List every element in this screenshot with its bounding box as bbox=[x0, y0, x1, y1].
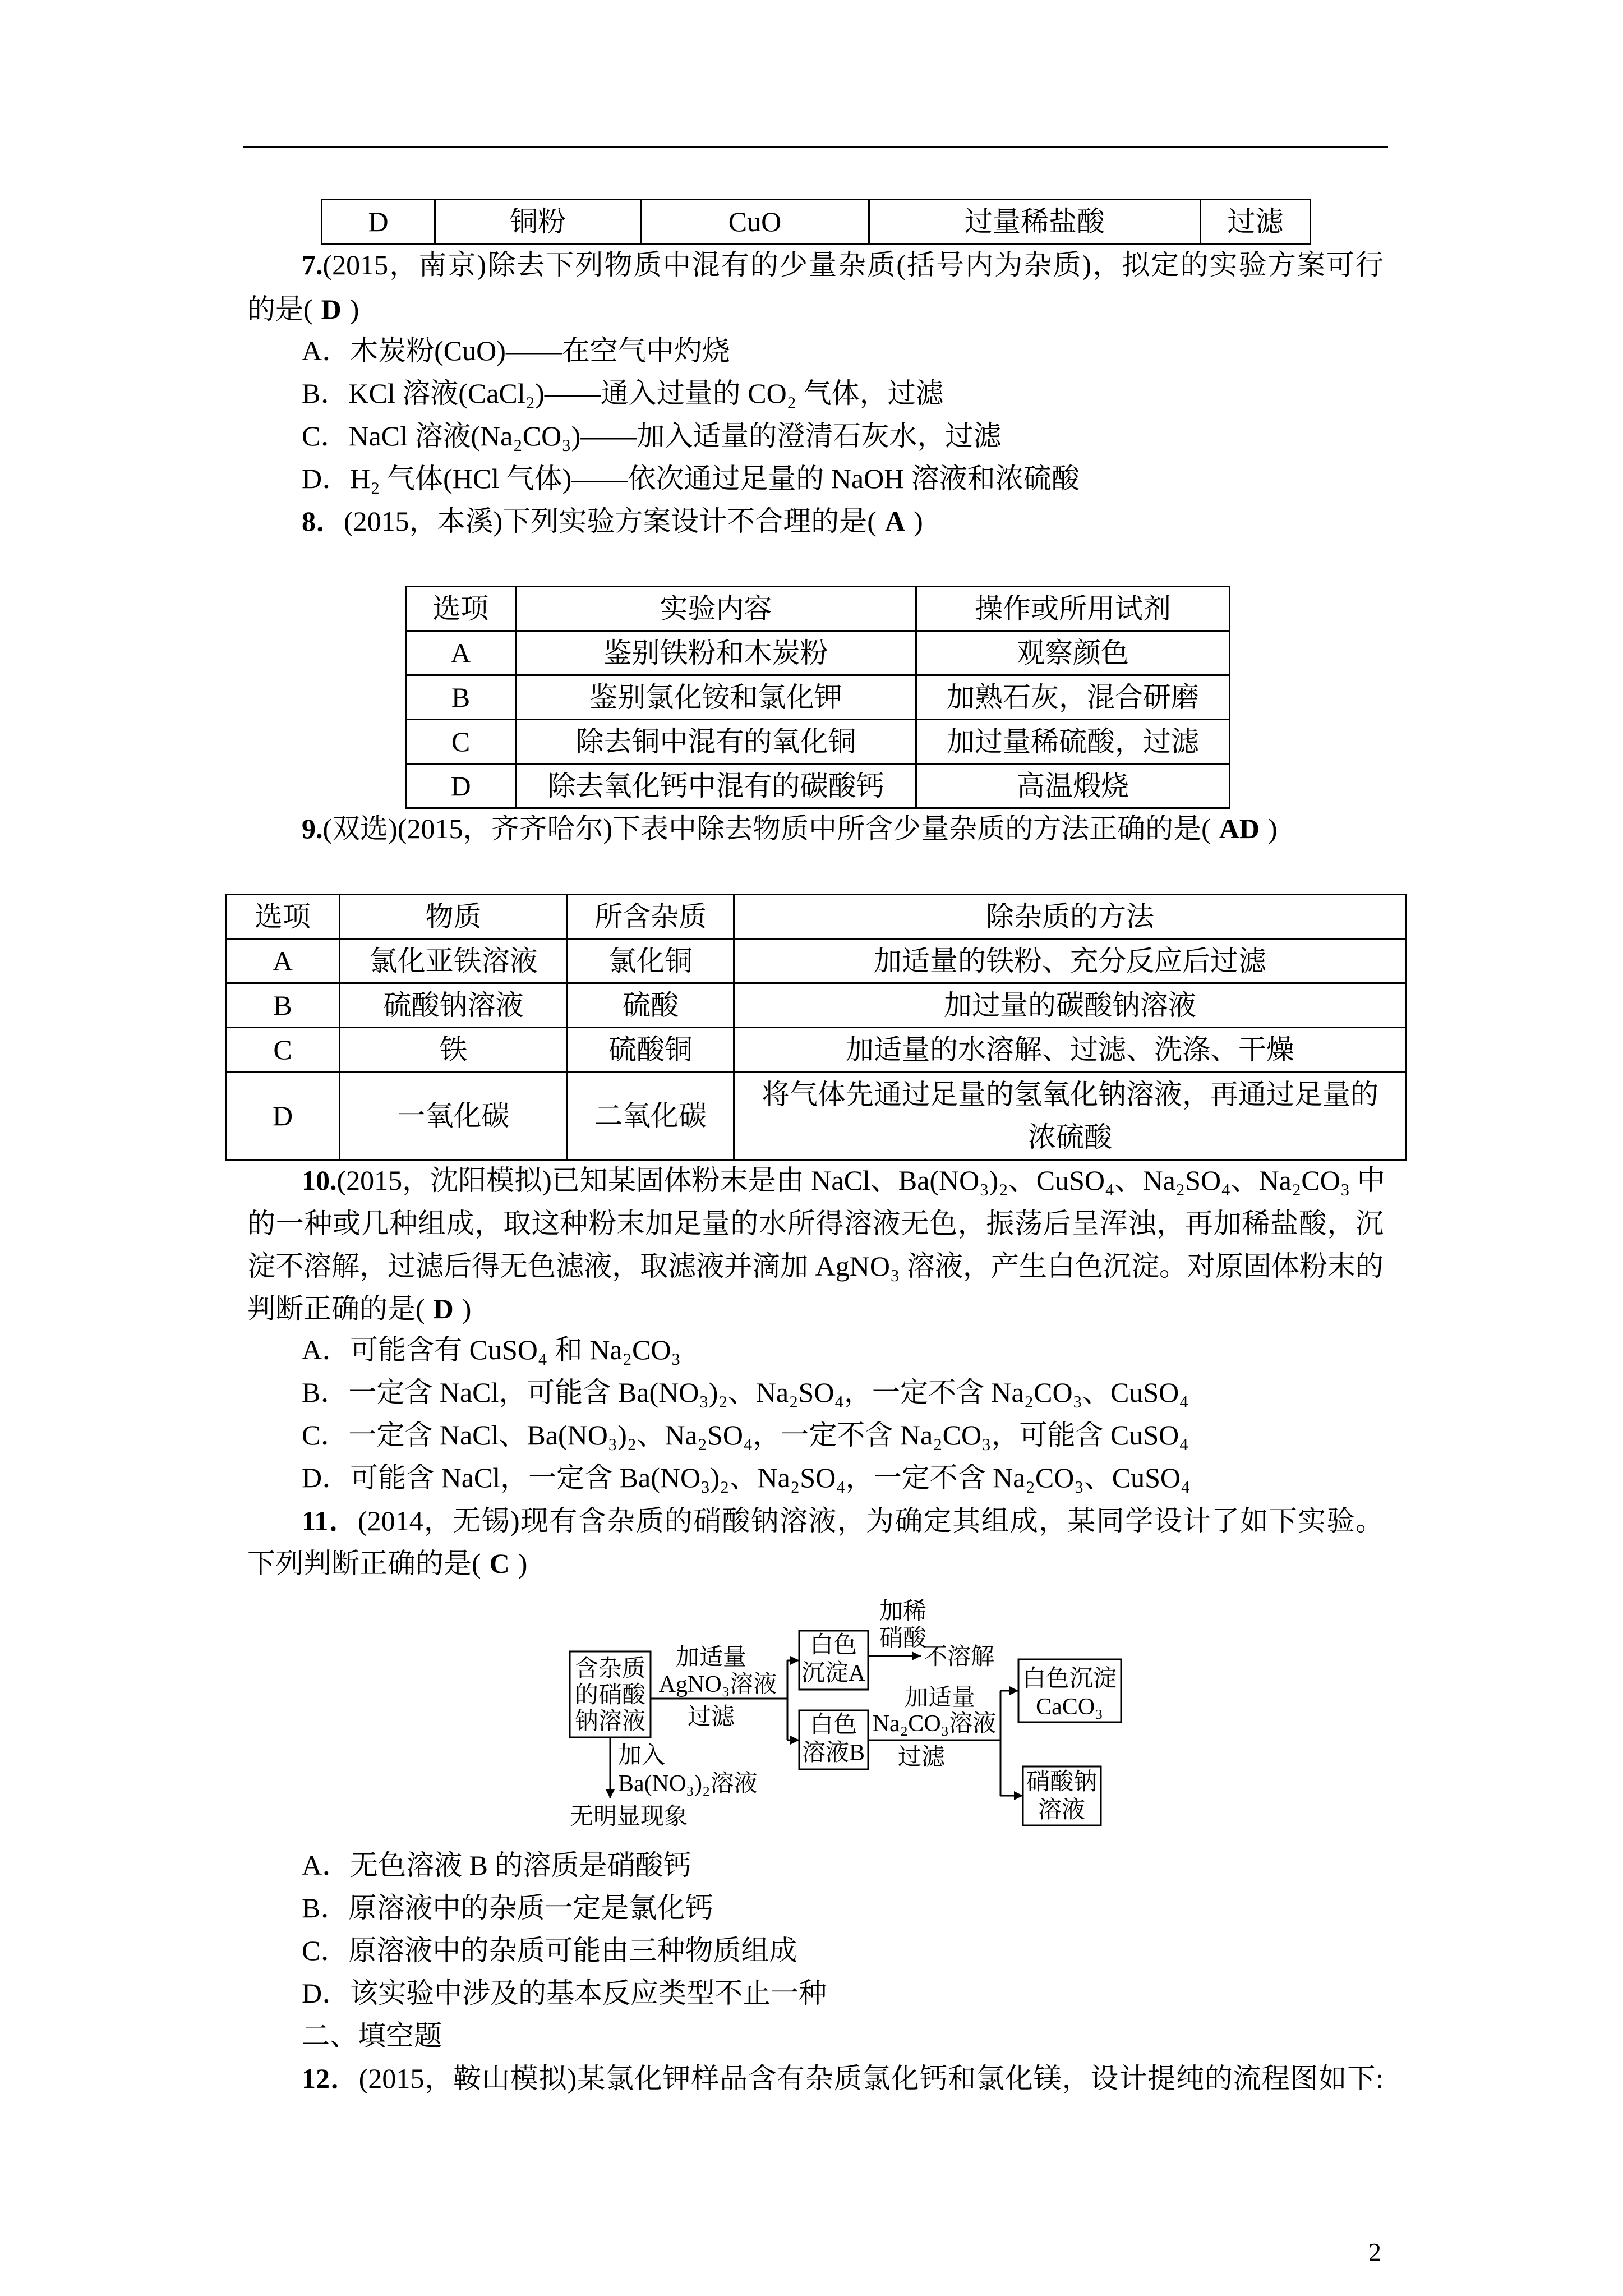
q7-stem-line-2 bbox=[247, 288, 359, 330]
option-label: C． bbox=[302, 1419, 349, 1451]
table-cell: 二氧化碳 bbox=[568, 1072, 734, 1160]
precipitate-c-line-1: 白色沉淀 bbox=[1022, 1666, 1117, 1692]
solution-b-line-2: 溶液B bbox=[801, 1740, 865, 1766]
precipitate-c-line-2: CaCO₃ bbox=[1036, 1694, 1103, 1720]
final-solution-line-2: 溶液 bbox=[1038, 1797, 1086, 1823]
q11-option-a bbox=[302, 1844, 691, 1887]
table-row bbox=[226, 939, 1407, 983]
start-box-line-1: 含杂质 bbox=[574, 1656, 646, 1682]
table-cell: D bbox=[406, 764, 516, 808]
table-header-cell: 除杂质的方法 bbox=[734, 895, 1407, 939]
option-label: B． bbox=[302, 378, 349, 409]
solution-b-line-1: 白色 bbox=[809, 1712, 857, 1738]
table-header-cell: 选项 bbox=[226, 895, 340, 939]
q10-option-a bbox=[302, 1328, 681, 1371]
table-cell: 除去氧化钙中混有的碳酸钙 bbox=[516, 764, 916, 808]
option-text: 一定含 NaCl、Ba(NO₃)₂、Na₂SO₄，一定不含 Na₂CO₃，可能含 CuSO₄ bbox=[348, 1419, 1189, 1451]
q8-table bbox=[405, 586, 1230, 809]
q10-option-c bbox=[302, 1414, 1189, 1456]
table-cell: 硫酸 bbox=[568, 983, 734, 1028]
q7-option-d bbox=[302, 457, 1080, 500]
table-cell: 铁 bbox=[340, 1028, 568, 1072]
q7-stem-text: 的是( bbox=[247, 293, 313, 325]
option-text: 无色溶液 B 的溶质是硝酸钙 bbox=[350, 1849, 691, 1881]
q9-table bbox=[225, 894, 1407, 1161]
precipitate-a-line-1: 白色 bbox=[809, 1632, 857, 1658]
option-label: A． bbox=[302, 335, 351, 366]
option-label: D． bbox=[302, 1462, 351, 1493]
table-cell: 铜粉 bbox=[435, 200, 641, 244]
table-cell: A bbox=[406, 631, 516, 675]
start-box-line-3: 钠溶液 bbox=[574, 1709, 646, 1734]
table-cell: 一氧化碳 bbox=[340, 1072, 568, 1160]
acid-result: 不溶解 bbox=[924, 1644, 995, 1670]
q8-stem-close: ) bbox=[914, 505, 923, 537]
q7-option-c bbox=[302, 415, 1001, 457]
q8-answer: A bbox=[884, 505, 906, 537]
option-text: H₂ 气体(HCl 气体)——依次通过足量的 NaOH 溶液和浓硫酸 bbox=[350, 463, 1080, 494]
table-cell: 加过量稀硫酸，过滤 bbox=[916, 720, 1230, 764]
side-result: 无明显现象 bbox=[570, 1804, 688, 1830]
table-cell: 观察颜色 bbox=[916, 631, 1230, 675]
q9-answer: AD bbox=[1219, 813, 1260, 844]
table-header-cell: 物质 bbox=[340, 895, 568, 939]
q9-number: 9. bbox=[302, 813, 323, 844]
q8-stem bbox=[302, 500, 923, 542]
table-row bbox=[406, 631, 1230, 675]
option-label: D． bbox=[302, 463, 351, 494]
acid-reagent-line-1: 加稀 bbox=[879, 1599, 927, 1625]
q10-stem-line-3 bbox=[247, 1245, 1384, 1287]
q7-number: 7. bbox=[302, 249, 323, 280]
option-label: D． bbox=[302, 1977, 351, 2009]
option-label: B． bbox=[302, 1892, 349, 1924]
table-header-cell: 操作或所用试剂 bbox=[916, 587, 1230, 631]
table-cell: D bbox=[322, 200, 435, 244]
table-cell: 鉴别氯化铵和氯化钾 bbox=[516, 675, 916, 720]
side-reagent-line-2: Ba(NO₃)₂溶液 bbox=[618, 1771, 758, 1797]
option-text: 可能含 NaCl，一定含 Ba(NO₃)₂、Na₂SO₄，一定不含 Na₂CO₃、CuSO₄ bbox=[350, 1462, 1191, 1493]
table-cell: B bbox=[226, 983, 340, 1028]
table-cell: 氯化铜 bbox=[568, 939, 734, 983]
q7-option-b bbox=[302, 372, 944, 415]
step2-operation: 过滤 bbox=[897, 1745, 946, 1770]
table-cell: C bbox=[406, 720, 516, 764]
q10-stem-text: (2015，沈阳模拟)已知某固体粉末是由 NaCl、Ba(NO₃)₂、CuSO₄、Na₂SO₄、Na₂CO₃ 中 bbox=[336, 1165, 1385, 1196]
acid-reagent-line-2: 硝酸 bbox=[879, 1626, 927, 1651]
option-label: A． bbox=[302, 1334, 351, 1365]
q11-stem-line-1 bbox=[302, 1499, 1384, 1542]
table-row bbox=[226, 983, 1407, 1028]
table-header-cell: 实验内容 bbox=[516, 587, 916, 631]
step2-reagent-line-2: Na₂CO₃溶液 bbox=[872, 1711, 997, 1737]
q11-stem-text: (2014，无锡)现有含杂质的硝酸钠溶液，为确定其组成，某同学设计了如下实验。 bbox=[357, 1505, 1384, 1536]
q8-number: 8． bbox=[302, 505, 344, 537]
table-cell: CuO bbox=[641, 200, 869, 244]
q10-stem-line-2 bbox=[247, 1202, 1384, 1245]
table-cell: 加熟石灰，混合研磨 bbox=[916, 675, 1230, 720]
q11-option-d bbox=[302, 1972, 827, 2014]
final-solution-line-1: 硝酸钠 bbox=[1026, 1769, 1098, 1795]
q10-stem-line-4 bbox=[247, 1287, 471, 1330]
q10-option-b bbox=[302, 1371, 1189, 1414]
table-cell: 硫酸铜 bbox=[568, 1028, 734, 1072]
table-cell: 加适量的水溶解、过滤、洗涤、干燥 bbox=[734, 1028, 1407, 1072]
q8-stem-text: (2015，本溪)下列实验方案设计不合理的是( bbox=[344, 505, 877, 537]
method-line-2: 浓硫酸 bbox=[1028, 1121, 1112, 1153]
q7-stem-text: (2015，南京)除去下列物质中混有的少量杂质(括号内为杂质)，拟定的实验方案可行 bbox=[322, 249, 1384, 280]
option-text: 木炭粉(CuO)——在空气中灼烧 bbox=[350, 335, 730, 366]
option-text: 该实验中涉及的基本反应类型不止一种 bbox=[350, 1977, 827, 2009]
q10-number: 10. bbox=[302, 1165, 337, 1196]
option-text: 可能含有 CuSO₄ 和 Na₂CO₃ bbox=[350, 1334, 681, 1365]
q10-stem-text: 淀不溶解，过滤后得无色滤液，取滤液并滴加 AgNO₃ 溶液，产生白色沉淀。对原固体粉末的 bbox=[247, 1250, 1384, 1282]
q10-stem-text: 的一种或几种组成，取这种粉末加足量的水所得溶液无色，振荡后呈浑浊，再加稀盐酸，沉 bbox=[247, 1208, 1384, 1239]
table-row bbox=[226, 1028, 1407, 1072]
start-box-line-2: 的硝酸 bbox=[574, 1682, 646, 1708]
q11-stem-close: ) bbox=[518, 1548, 528, 1579]
q10-stem-text: 判断正确的是( bbox=[247, 1293, 425, 1324]
table-header-cell: 所含杂质 bbox=[568, 895, 734, 939]
table-cell: 过量稀盐酸 bbox=[869, 200, 1201, 244]
table-cell: C bbox=[226, 1028, 340, 1072]
table-header-row bbox=[406, 587, 1230, 631]
table-row bbox=[226, 1072, 1407, 1160]
table-cell: B bbox=[406, 675, 516, 720]
q9-stem-close: ) bbox=[1267, 813, 1278, 844]
table-cell: D bbox=[226, 1072, 340, 1160]
option-text: 原溶液中的杂质一定是氯化钙 bbox=[348, 1892, 713, 1924]
option-text: NaCl 溶液(Na₂CO₃)——加入适量的澄清石灰水，过滤 bbox=[348, 420, 1002, 452]
table-cell: 过滤 bbox=[1201, 200, 1311, 244]
q11-flow-diagram bbox=[555, 1582, 1150, 1840]
q7-option-a bbox=[302, 329, 730, 372]
q10-option-d bbox=[302, 1456, 1190, 1499]
table-cell: A bbox=[226, 939, 340, 983]
table-row bbox=[322, 200, 1311, 244]
step1-operation: 过滤 bbox=[687, 1704, 735, 1730]
q10-answer: D bbox=[433, 1293, 454, 1324]
table-cell: 氯化亚铁溶液 bbox=[340, 939, 568, 983]
step1-reagent-line-2: AgNO₃溶液 bbox=[658, 1672, 777, 1697]
table-row bbox=[406, 675, 1230, 720]
page-number: 2 bbox=[1368, 2238, 1381, 2266]
table-header-row bbox=[226, 895, 1407, 939]
q12-stem-text: (2015，鞍山模拟)某氯化钾样品含有杂质氯化钙和氯化镁，设计提纯的流程图如下: bbox=[358, 2063, 1384, 2094]
table-cell: 高温煅烧 bbox=[916, 764, 1230, 808]
option-label: B． bbox=[302, 1377, 349, 1408]
table-row bbox=[406, 720, 1230, 764]
step2-reagent-line-1: 加适量 bbox=[904, 1685, 976, 1711]
q12-number: 12． bbox=[302, 2063, 359, 2094]
method-line-1: 将气体先通过足量的氢氧化钠溶液，再通过足量的 bbox=[762, 1079, 1378, 1110]
table-header-cell: 选项 bbox=[406, 587, 516, 631]
option-label: C． bbox=[302, 420, 349, 452]
q11-stem-text: 下列判断正确的是( bbox=[247, 1548, 481, 1579]
table-cell bbox=[734, 1072, 1407, 1160]
q11-number: 11． bbox=[302, 1505, 358, 1536]
table-cell: 除去铜中混有的氧化铜 bbox=[516, 720, 916, 764]
table-cell: 鉴别铁粉和木炭粉 bbox=[516, 631, 916, 675]
option-label: A． bbox=[302, 1849, 351, 1881]
q10-stem-close: ) bbox=[462, 1293, 472, 1324]
side-reagent-line-1: 加入 bbox=[618, 1743, 666, 1769]
table-cell: 加适量的铁粉、充分反应后过滤 bbox=[734, 939, 1407, 983]
table-row bbox=[406, 764, 1230, 808]
q10-stem-line-1 bbox=[302, 1159, 1384, 1202]
q12-stem bbox=[302, 2057, 1384, 2100]
q7-answer: D bbox=[321, 293, 342, 325]
option-text: 原溶液中的杂质可能由三种物质组成 bbox=[348, 1935, 797, 1966]
option-text: 一定含 NaCl，可能含 Ba(NO₃)₂、Na₂SO₄，一定不含 Na₂CO₃、CuSO₄ bbox=[348, 1377, 1189, 1408]
option-label: C． bbox=[302, 1935, 349, 1966]
table-cell: 加过量的碳酸钠溶液 bbox=[734, 983, 1407, 1028]
precipitate-a-line-2: 沉淀A bbox=[801, 1660, 866, 1686]
continued-table bbox=[321, 199, 1311, 245]
q11-option-b bbox=[302, 1887, 713, 1929]
q7-stem-line-1 bbox=[302, 243, 1384, 286]
header-rule bbox=[243, 146, 1388, 148]
q9-stem-text: (双选)(2015，齐齐哈尔)下表中除去物质中所含少量杂质的方法正确的是( bbox=[322, 813, 1211, 844]
section-heading: 二、填空题 bbox=[302, 2020, 442, 2051]
q7-stem-close: ) bbox=[349, 293, 359, 325]
q9-stem bbox=[302, 807, 1278, 850]
step1-reagent-line-1: 加适量 bbox=[675, 1645, 747, 1671]
q11-stem-line-2 bbox=[247, 1542, 527, 1585]
q11-option-c bbox=[302, 1929, 797, 1972]
q11-answer: C bbox=[489, 1548, 510, 1579]
option-text: KCl 溶液(CaCl₂)——通入过量的 CO₂ 气体，过滤 bbox=[348, 378, 944, 409]
table-cell: 硫酸钠溶液 bbox=[340, 983, 568, 1028]
